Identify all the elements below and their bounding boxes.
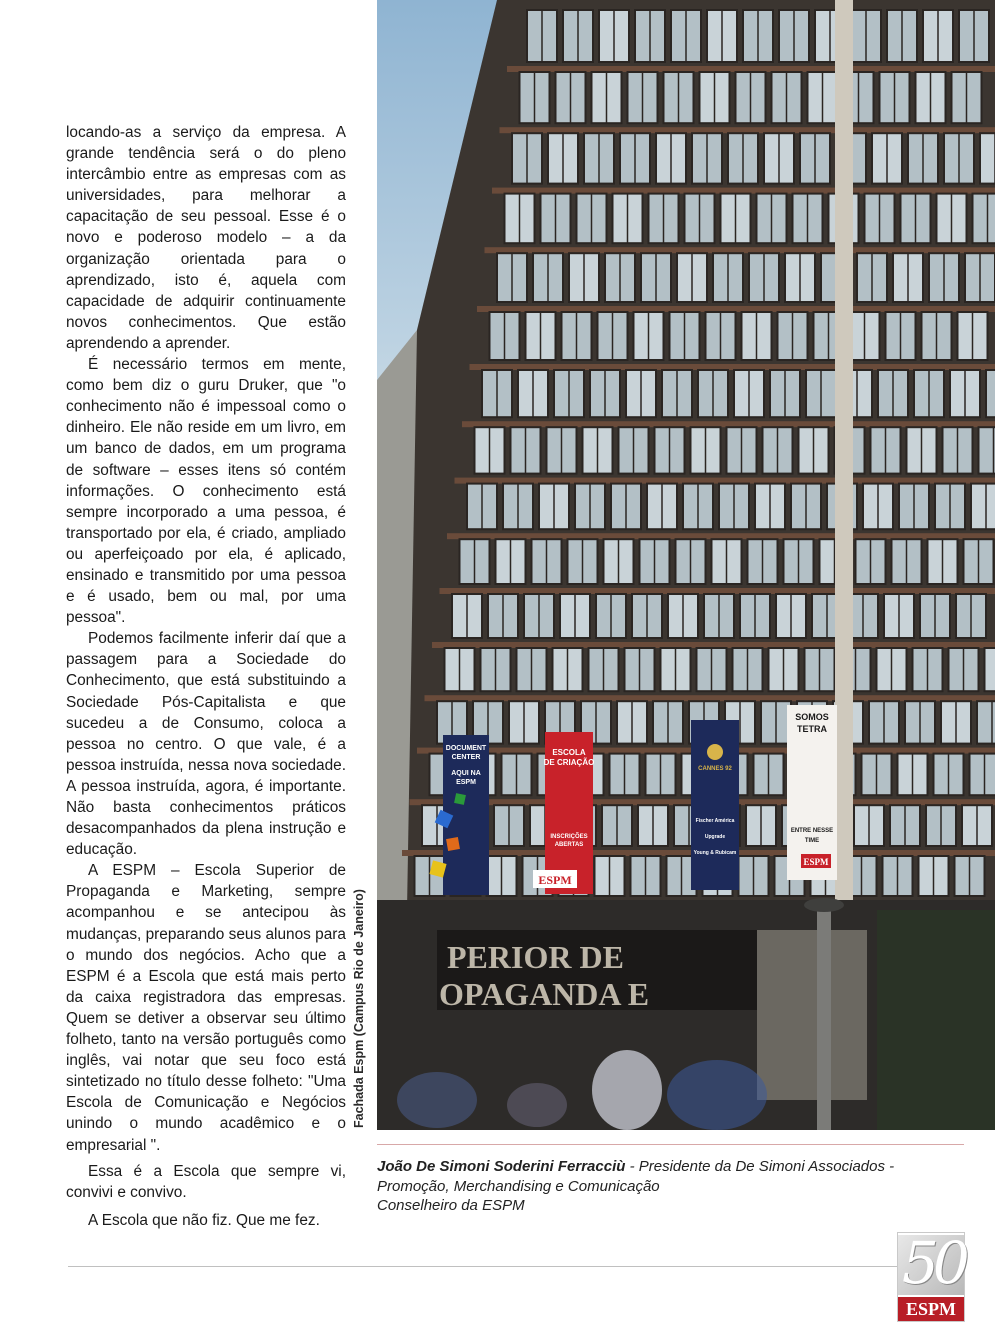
- photo-vertical-caption: Fachada Espm (Campus Rio de Janeiro): [352, 889, 366, 1128]
- svg-text:TETRA: TETRA: [797, 724, 827, 734]
- facade-sign-line2: OPAGANDA E: [439, 976, 650, 1012]
- svg-text:AQUI NA: AQUI NA: [451, 770, 481, 777]
- svg-text:DE CRIAÇÃO: DE CRIAÇÃO: [543, 758, 595, 767]
- building-photo: [377, 0, 995, 1130]
- svg-text:ESPM: ESPM: [456, 779, 476, 786]
- svg-text:Fischer América: Fischer América: [695, 818, 735, 824]
- svg-text:Upgrade: Upgrade: [704, 834, 726, 840]
- facade-sign-line1: PERIOR DE: [447, 939, 624, 975]
- footer-divider: [68, 1266, 903, 1267]
- svg-text:Young & Rubicam: Young & Rubicam: [693, 850, 737, 856]
- caption-divider: [377, 1144, 964, 1145]
- svg-text:DOCUMENT: DOCUMENT: [445, 745, 487, 752]
- svg-text:ESCOLA: ESCOLA: [552, 748, 586, 757]
- svg-text:ABERTAS: ABERTAS: [554, 842, 584, 848]
- article-paragraph: Essa é a Escola que sempre vi, convivi e convivo.: [66, 1162, 346, 1201]
- caption-role: - Presidente da De Simoni Associados -: [625, 1158, 895, 1175]
- article-paragraph: A Escola que não fiz. Que me fez.: [88, 1211, 320, 1229]
- article-paragraph: locando-as a serviço da empresa. A grande tendência será o do pleno intercâmbio entre as empresas com as universidades, para melhorar a capacitação de seu pessoal. Esse é o novo e poderoso modelo – a da organização orientada para o aprendizado, isto é, aquela com capacidade de adquirir continuamente novos conhecimentos. Que estão aprendendo a aprender.: [66, 124, 346, 352]
- svg-text:ESPM: ESPM: [803, 857, 829, 867]
- caption-role: Promoção, Merchandising e Comunicação: [377, 1177, 660, 1195]
- article-paragraph: É necessário termos em mente, como bem diz o guru Druker, que "o conhecimento não é impessoal como o dinheiro. Ele não reside em um livro, em um banco de dados, em um programa de software – esses itens só contém informações. O conhecimento está sempre incorporado a uma pessoa, é transportado por ela, é criado, ampliado ou aperfeiçoado por ela, é aplicado, ensinado e transmitido por uma pessoa e é usado, bem ou mal, por uma pessoa".: [66, 356, 346, 627]
- svg-text:CANNES 92: CANNES 92: [698, 766, 732, 772]
- logo-number: 50: [902, 1229, 964, 1297]
- caption-role: Conselheiro da ESPM: [377, 1197, 525, 1214]
- article-paragraph: Podemos facilmente inferir daí que a passagem para a Sociedade do Conhecimento, que está substituindo a Sociedade Pós-Capitalista e que sucedeu a de Consumo, coloca a pessoa no centro. O que vale, é a pessoa instruída, nessa nova sociedade. A pessoa instruída, agora, é importante. Não basta conhecimentos práticos desacompanhados da plena instrução e educação.: [66, 630, 346, 859]
- svg-text:INSCRIÇÕES: INSCRIÇÕES: [550, 834, 588, 840]
- svg-text:CENTER: CENTER: [451, 754, 481, 761]
- svg-text:TIME: TIME: [804, 838, 820, 844]
- logo-word: ESPM: [898, 1297, 964, 1321]
- svg-text:ESPM: ESPM: [538, 873, 572, 887]
- photo-caption: [377, 1157, 977, 1216]
- espm-50-logo: [897, 1229, 965, 1322]
- svg-text:ENTRE NESSE: ENTRE NESSE: [790, 828, 834, 834]
- article-paragraph: A ESPM – Escola Superior de Propaganda e Marketing, sempre acompanhou e se antecipou às mudanças, preparando seus alunos para o mundo dos negócios. Acho que a ESPM é a Escola que está mais perto da caixa registradora das empresas. Quem se detiver a observar seu último folheto, tanto na versão português como inglês, vai notar que seu foco está sintetizado no título desse folheto: "Uma Escola de Comunicação e Negócios unindo o mundo acadêmico e o empresarial ".: [66, 862, 346, 1154]
- svg-text:SOMOS: SOMOS: [795, 712, 829, 722]
- article-text-column: [66, 122, 346, 1231]
- building-facade-illustration: [377, 0, 995, 1130]
- caption-name: João De Simoni Soderini Ferracciù: [377, 1158, 626, 1175]
